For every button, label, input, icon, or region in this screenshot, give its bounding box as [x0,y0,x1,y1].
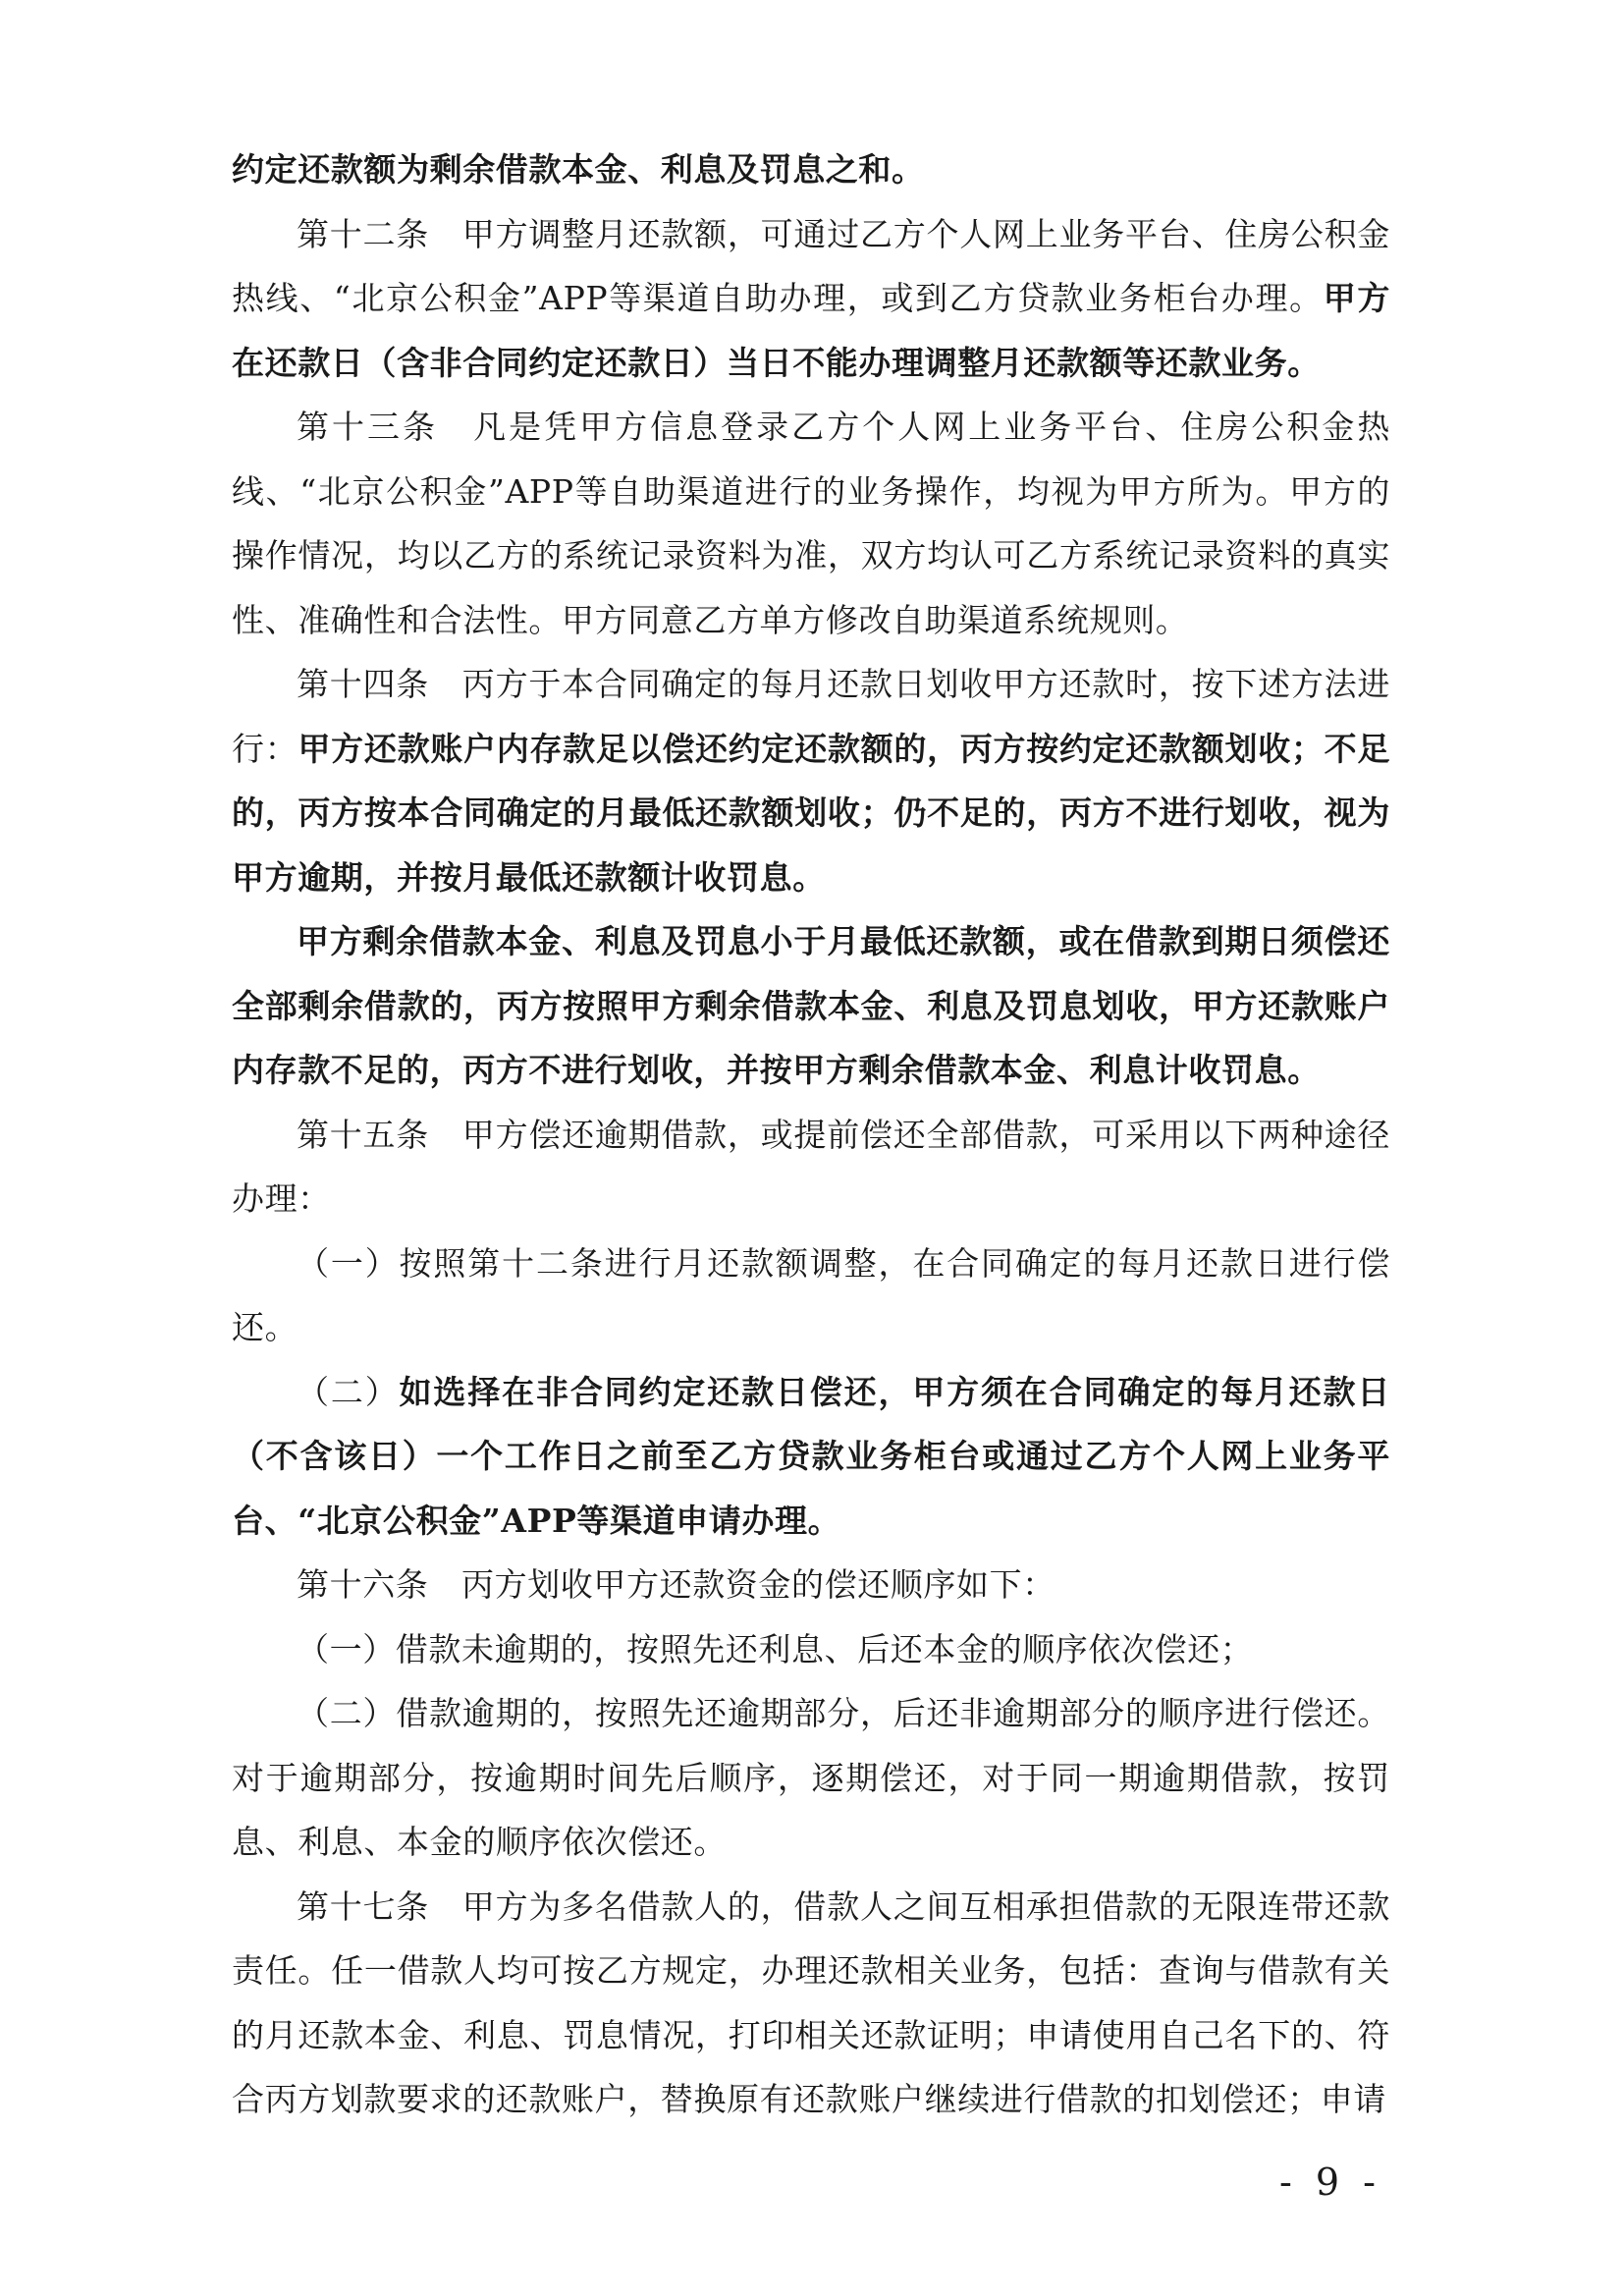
bold-text-run: 甲方在还款日（含非合同约定还款日）当日不能办理调整月还款额等还款业务。 [232,279,1390,382]
text-run: 第十三条 凡是凭甲方信息登录乙方个人网上业务平台、住房公积金热线、“北京公积金”APP等自助渠道进行的业务操作，均视为甲方所为。甲方的操作情况，均以乙方的系统记录资料为准，双方均认可乙方系统记录资料的真实性、准确性和合法性。甲方同意乙方单方修改自助渠道系统规则。 [232,408,1390,639]
paragraph [232,1360,1390,1554]
bold-text-run: 甲方还款账户内存款足以偿还约定还款额的，丙方按约定还款额划收；不足的，丙方按本合同确定的月最低还款额划收；仍不足的，丙方不进行划收，视为甲方逾期，并按月最低还款额计收罚息。 [232,729,1390,897]
text-run: 第十五条 甲方偿还逾期借款，或提前偿还全部借款，可采用以下两种途径办理： [232,1115,1390,1218]
bold-text-run: 如选择在非合同约定还款日偿还，甲方须在合同确定的每月还款日（不含该日）一个工作日之前至乙方贷款业务柜台或通过乙方个人网上业务平台、“北京公积金”APP等渠道申请办理。 [232,1372,1390,1540]
text-run: （一）借款未逾期的，按照先还利息、后还本金的顺序依次偿还； [297,1629,1254,1668]
paragraph [232,395,1390,652]
paragraph [232,1231,1390,1360]
text-run: 第十六条 丙方划收甲方还款资金的偿还顺序如下： [297,1565,1055,1604]
paragraph [232,909,1390,1103]
paragraph [232,1553,1390,1617]
text-run: 第十二条 甲方调整月还款额，可通过乙方个人网上业务平台、住房公积金热线、“北京公积金”APP等渠道自助办理，或到乙方贷款业务柜台办理。 [232,214,1390,317]
paragraph [232,652,1390,909]
text-run: 第十七条 甲方为多名借款人的，借款人之间互相承担借款的无限连带还款责任。任一借款人均可按乙方规定，办理还款相关业务，包括：查询与借款有关的月还款本金、利息、罚息情况，打印相关还款证明；申请使用自己名下的、符合丙方划款要求的还款账户，替换原有还款账户继续进行借款的扣划偿还；申请 [232,1886,1390,2118]
paragraph [232,1875,1390,2132]
paragraph [232,202,1390,396]
text-run: （二） [297,1372,400,1411]
paragraph [232,137,1390,202]
bold-text-run: 约定还款额为剩余借款本金、利息及罚息之和。 [232,150,925,189]
page-number: - 9 - [1278,2160,1381,2204]
text-run: （一）按照第十二条进行月还款额调整，在合同确定的每月还款日进行偿还。 [232,1243,1390,1346]
text-run: （二）借款逾期的，按照先还逾期部分，后还非逾期部分的顺序进行偿还。对于逾期部分，按逾期时间先后顺序，逐期偿还，对于同一期逾期借款，按罚息、利息、本金的顺序依次偿还。 [232,1694,1390,1861]
text-run: 第十四条 丙方于本合同确定的每月还款日划收甲方还款时，按下述方法进行： [232,665,1390,768]
contract-body-text [232,137,1390,2132]
paragraph [232,1681,1390,1875]
paragraph [232,1103,1390,1231]
bold-text-run: 甲方剩余借款本金、利息及罚息小于月最低还款额，或在借款到期日须偿还全部剩余借款的，丙方按照甲方剩余借款本金、利息及罚息划收，甲方还款账户内存款不足的，丙方不进行划收，并按甲方剩余借款本金、利息计收罚息。 [232,922,1390,1089]
paragraph [232,1617,1390,1682]
